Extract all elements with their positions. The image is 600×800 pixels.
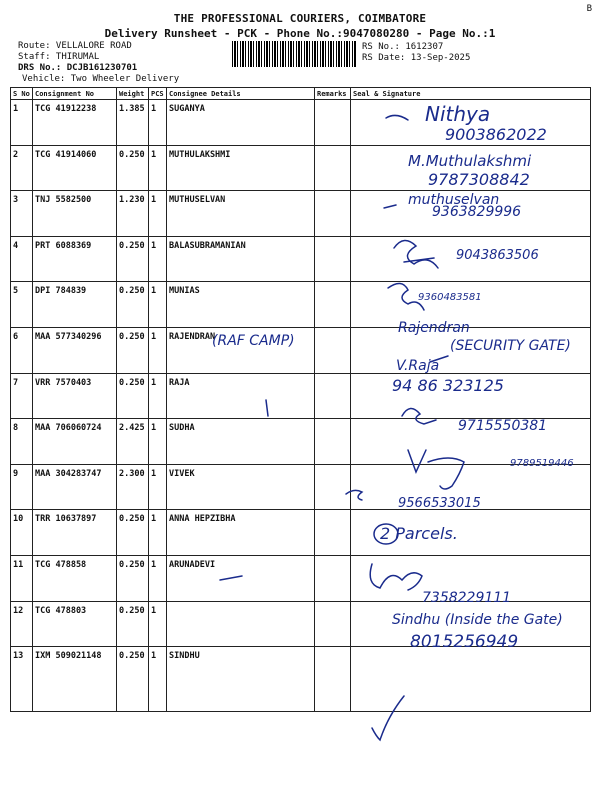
sno-cell: 12 <box>11 601 33 647</box>
company-name: THE PROFESSIONAL COURIERS, COIMBATORE <box>173 12 427 25</box>
hw-phone-r4: 9043863506 <box>456 248 539 263</box>
column-header: Consignee Details <box>167 88 315 100</box>
remarks-cell <box>315 647 351 712</box>
sno-cell: 9 <box>11 464 33 510</box>
pcs-cell: 1 <box>149 282 167 328</box>
hw-phone-r13: 8015256949 <box>410 632 519 652</box>
pcs-cell: 1 <box>149 647 167 712</box>
pcs-cell: 1 <box>149 419 167 465</box>
consignment-cell: TCG 478803 <box>33 601 117 647</box>
consignee-cell: MUTHUSELVAN <box>167 191 315 237</box>
consignee-cell: MUNIAS <box>167 282 315 328</box>
hw-phone-r10: 9566533015 <box>398 496 481 511</box>
pcs-cell: 1 <box>149 327 167 373</box>
sno-cell: 6 <box>11 327 33 373</box>
consignee-cell: RAJENDRAN <box>167 327 315 373</box>
hw-name-r1: Nithya <box>425 102 491 126</box>
table-row <box>11 510 591 556</box>
consignment-cell: TCG 41914060 <box>33 145 117 191</box>
hw-raf-camp: (RAF CAMP) <box>212 333 295 349</box>
pcs-cell: 1 <box>149 191 167 237</box>
remarks-cell <box>315 601 351 647</box>
pcs-cell: 1 <box>149 145 167 191</box>
column-header: PCS <box>149 88 167 100</box>
sno-cell: 10 <box>11 510 33 556</box>
column-header: Consignment No <box>33 88 117 100</box>
pcs-cell: 1 <box>149 555 167 601</box>
pcs-cell: 1 <box>149 236 167 282</box>
rs-date: RS Date: 13-Sep-2025 <box>362 53 471 63</box>
consignment-cell: MAA 706060724 <box>33 419 117 465</box>
remarks-cell <box>315 327 351 373</box>
sno-cell: 2 <box>11 145 33 191</box>
hw-phone-r2: 9787308842 <box>428 170 530 189</box>
hw-phone-r1: 9003862022 <box>445 125 547 144</box>
weight-cell: 0.250 <box>117 373 149 419</box>
corner-mark: B <box>586 4 592 14</box>
consignment-cell: IXM 509021148 <box>33 647 117 712</box>
consignment-cell: MAA 577340296 <box>33 327 117 373</box>
sno-cell: 1 <box>11 100 33 146</box>
hw-name-r13: Sindhu (Inside the Gate) <box>392 612 563 628</box>
rs-number: RS No.: 1612307 <box>362 42 444 52</box>
hw-note-r11: 2 Parcels. <box>380 524 458 543</box>
consignee-cell: BALASUBRAMANIAN <box>167 236 315 282</box>
consignee-cell: ARUNADEVI <box>167 555 315 601</box>
consignee-cell: RAJA <box>167 373 315 419</box>
consignment-cell: TCG 478858 <box>33 555 117 601</box>
pcs-cell: 1 <box>149 601 167 647</box>
hw-name-r2: M.Muthulakshmi <box>408 152 532 170</box>
sno-cell: 8 <box>11 419 33 465</box>
column-header: S No <box>11 88 33 100</box>
consignment-cell: TCG 41912238 <box>33 100 117 146</box>
remarks-cell <box>315 145 351 191</box>
route-label: Route: VELLALORE ROAD <box>18 41 132 51</box>
weight-cell: 0.250 <box>117 647 149 712</box>
weight-cell: 0.250 <box>117 555 149 601</box>
hw-name-r6: Rajendran <box>398 320 470 336</box>
weight-cell: 0.250 <box>117 282 149 328</box>
hw-name-r7: V.Raja <box>396 358 440 374</box>
column-header: Seal & Signature <box>351 88 591 100</box>
hw-note-r6: (SECURITY GATE) <box>450 338 571 354</box>
weight-cell: 2.425 <box>117 419 149 465</box>
weight-cell: 0.250 <box>117 510 149 556</box>
signature-cell <box>351 282 591 328</box>
consignment-cell: TRR 10637897 <box>33 510 117 556</box>
hw-phone-r12: 7358229111 <box>422 590 512 606</box>
column-header: Weight <box>117 88 149 100</box>
hw-name-r3: muthuselvan <box>408 192 500 208</box>
hw-phone-r8: 9715550381 <box>458 418 548 434</box>
consignment-cell: TNJ 5582500 <box>33 191 117 237</box>
remarks-cell <box>315 100 351 146</box>
runsheet-title: Delivery Runsheet - PCK - Phone No.:9047080280 - Page No.:1 <box>104 27 496 40</box>
remarks-cell <box>315 464 351 510</box>
remarks-cell <box>315 191 351 237</box>
sno-cell: 5 <box>11 282 33 328</box>
sno-cell: 13 <box>11 647 33 712</box>
signature-cell <box>351 647 591 712</box>
drs-label: DRS No.: DCJB161230701 <box>18 63 138 73</box>
barcode <box>232 41 356 67</box>
consignee-cell: ANNA HEPZIBHA <box>167 510 315 556</box>
pcs-cell: 1 <box>149 100 167 146</box>
pcs-cell: 1 <box>149 510 167 556</box>
remarks-cell <box>315 510 351 556</box>
weight-cell: 2.300 <box>117 464 149 510</box>
remarks-cell <box>315 373 351 419</box>
consignee-cell: MUTHULAKSHMI <box>167 145 315 191</box>
table-row <box>11 282 591 328</box>
hw-phone-r9: 9789519446 <box>510 458 574 469</box>
sno-cell: 7 <box>11 373 33 419</box>
sno-cell: 11 <box>11 555 33 601</box>
consignee-cell: SUDHA <box>167 419 315 465</box>
hw-phone-r3: 9363829996 <box>432 204 522 220</box>
weight-cell: 1.385 <box>117 100 149 146</box>
vehicle-label: Vehicle: Two Wheeler Delivery <box>22 74 180 84</box>
consignee-cell <box>167 601 315 647</box>
column-header: Remarks <box>315 88 351 100</box>
weight-cell: 0.250 <box>117 236 149 282</box>
sno-cell: 3 <box>11 191 33 237</box>
consignee-cell: SINDHU <box>167 647 315 712</box>
hw-phone-r5: 9360483581 <box>418 292 482 303</box>
weight-cell: 0.250 <box>117 327 149 373</box>
table-row <box>11 464 591 510</box>
consignee-cell: SUGANYA <box>167 100 315 146</box>
consignment-cell: MAA 304283747 <box>33 464 117 510</box>
hw-phone-r7: 94 86 323125 <box>392 376 504 395</box>
table-row <box>11 647 591 712</box>
table-header-row <box>11 88 591 100</box>
consignee-cell: VIVEK <box>167 464 315 510</box>
weight-cell: 1.230 <box>117 191 149 237</box>
remarks-cell <box>315 555 351 601</box>
staff-label: Staff: THIRUMAL <box>18 52 100 62</box>
pcs-cell: 1 <box>149 373 167 419</box>
remarks-cell <box>315 419 351 465</box>
consignment-cell: PRT 6088369 <box>33 236 117 282</box>
remarks-cell <box>315 282 351 328</box>
weight-cell: 0.250 <box>117 145 149 191</box>
pcs-cell: 1 <box>149 464 167 510</box>
sno-cell: 4 <box>11 236 33 282</box>
consignment-cell: DPI 784839 <box>33 282 117 328</box>
remarks-cell <box>315 236 351 282</box>
consignment-cell: VRR 7570403 <box>33 373 117 419</box>
weight-cell: 0.250 <box>117 601 149 647</box>
